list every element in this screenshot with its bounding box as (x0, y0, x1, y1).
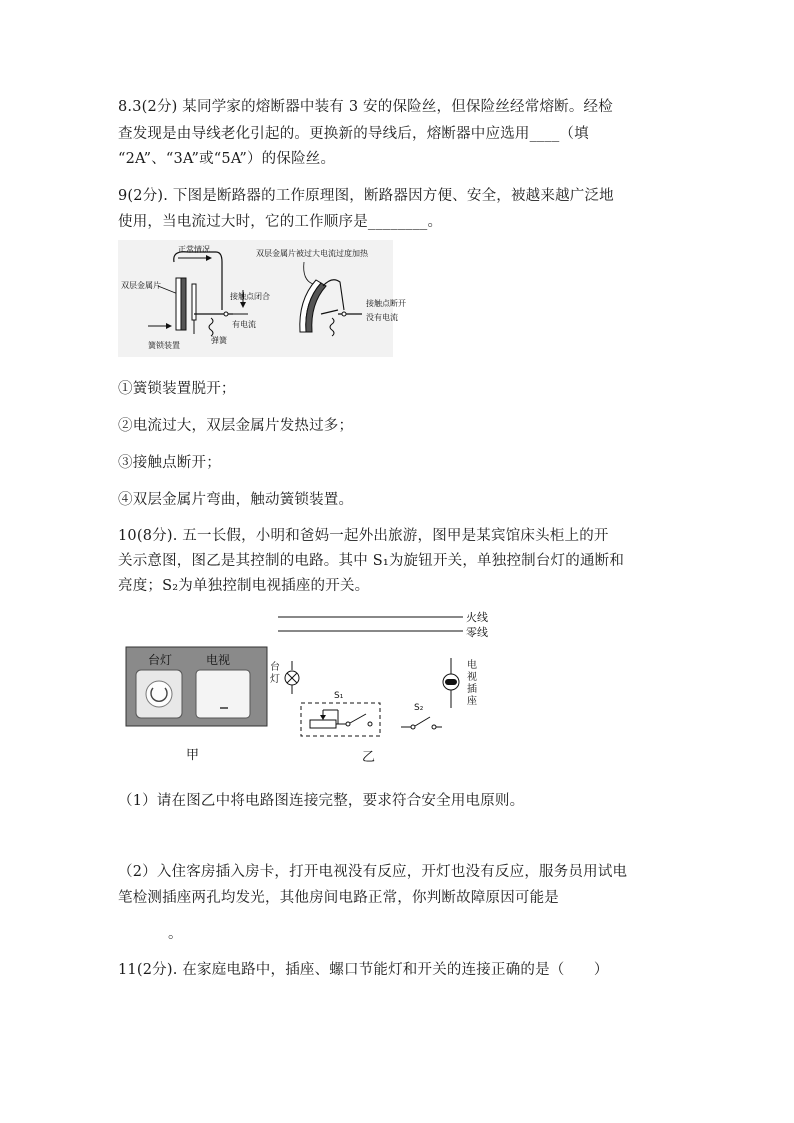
caption-jia: 甲 (186, 748, 200, 763)
label-fire-wire: 火线 (466, 611, 488, 624)
q9-option-1: ①簧锁装置脱开； (118, 381, 236, 397)
label-neutral-wire: 零线 (466, 626, 488, 639)
q9-option-2: ②电流过大，双层金属片发热过多； (118, 418, 354, 434)
q8-line-2: 查发现是由导线老化引起的。更换新的导线后，熔断器中应选用____（填 (118, 126, 589, 142)
rheostat-symbol (310, 720, 336, 728)
label-tv-v1: 电 (467, 660, 477, 671)
q10-line-3: 亮度；S₂为单独控制电视插座的开关。 (118, 578, 370, 594)
label-lamp-v2: 灯 (270, 674, 280, 685)
q11-line-1: 11(2分). 在家庭电路中，插座、螺口节能灯和开关的连接正确的是（ ） (118, 962, 609, 978)
label-contact-closed: 接触点闭合 (230, 292, 270, 301)
label-heated: 双层金属片被过大电流过度加热 (256, 249, 368, 258)
label-lamp-v1: 台 (270, 662, 280, 673)
label-tv-v4: 座 (467, 696, 477, 707)
q9-option-4: ④双层金属片弯曲，触动簧锁装置。 (118, 492, 354, 508)
label-normal: 正常情况 (178, 245, 210, 254)
caption-yi: 乙 (362, 750, 376, 765)
s1-contact (346, 722, 350, 726)
label-latch: 簧锁装置 (148, 341, 180, 350)
q9-line-1: 9(2分). 下图是断路器的工作原理图，断路器因方便、安全，被越来越广泛地 (118, 188, 614, 204)
q8-line-1: 8.3(2分) 某同学家的熔断器中装有 3 安的保险丝，但保险丝经常熔断。经检 (118, 99, 613, 115)
q10-line-2: 关示意图，图乙是其控制的电路。其中 S₁为旋钮开关，单独控制台灯的通断和 (118, 553, 625, 569)
q10-sub-1: （1）请在图乙中将电路图连接完整，要求符合安全用电原则。 (118, 793, 525, 809)
q8-line-3: “2A”、“3A”或“5A”）的保险丝。 (118, 151, 336, 167)
label-tv-v2: 视 (467, 672, 477, 683)
s2-contact (411, 725, 415, 729)
q9-line-2: 使用，当电流过大时，它的工作顺序是________。 (118, 214, 443, 230)
label-current-on: 有电流 (232, 320, 256, 329)
q9-option-3: ③接触点断开； (118, 455, 221, 471)
lamp-knob (146, 681, 172, 707)
q10-line-1: 10(8分). 五一长假，小明和爸妈一起外出旅游，图甲是某宾馆床头柜上的开 (118, 528, 609, 544)
panel-tv-label: 电视 (206, 653, 231, 667)
q10-sub-2-line-1: （2）入住客房插入房卡，打开电视没有反应，开灯也没有反应，服务员用试电 (118, 864, 628, 880)
label-no-current: 没有电流 (366, 313, 398, 322)
q10-sub-2-line-2: 笔检测插座两孔均发光，其他房间电路正常，你判断故障原因可能是 (118, 890, 559, 906)
label-contact-open: 接触点断开 (366, 299, 406, 308)
label-tv-v3: 插 (467, 684, 477, 695)
label-s2: S₂ (414, 703, 424, 713)
panel-lamp-label: 台灯 (148, 653, 173, 667)
circuit-breaker-figure (118, 240, 406, 357)
hotel-circuit-figure (120, 606, 500, 774)
label-spring: 弹簧 (211, 336, 227, 345)
q10-sub-2-end: 。 (168, 926, 183, 942)
label-s1: S₁ (334, 691, 344, 701)
label-bimetal: 双层金属片 (121, 281, 161, 290)
tv-switch (196, 670, 250, 718)
